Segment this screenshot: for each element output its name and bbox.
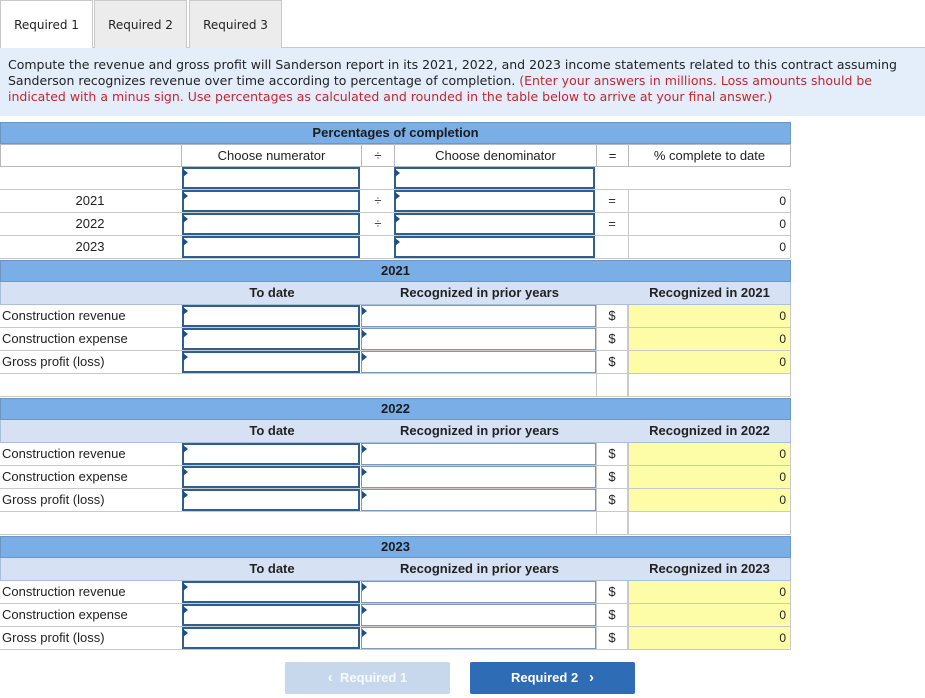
tab-required-1[interactable]: Required 1	[0, 0, 93, 49]
percent-row-2022	[0, 213, 791, 236]
dropdown-marker-icon	[183, 353, 188, 361]
row-label: Construction revenue	[2, 446, 126, 461]
percent-section-title: Percentages of completion	[0, 122, 791, 144]
dropdown-marker-icon	[183, 169, 188, 177]
recognized-value: 0	[628, 466, 791, 488]
percent-result-2023: 0	[628, 236, 791, 259]
percent-year: 2022	[75, 216, 105, 231]
to-date-input[interactable]	[182, 604, 360, 626]
divide-symbol: ÷	[374, 193, 382, 208]
row-label: Gross profit (loss)	[2, 354, 105, 369]
recognized-value: 0	[628, 604, 791, 626]
dropdown-marker-icon	[183, 629, 188, 637]
tab-required-2[interactable]: Required 2	[94, 0, 187, 48]
chevron-right-icon: ›	[589, 669, 595, 686]
table-row	[0, 581, 791, 604]
table-row	[0, 466, 791, 489]
numerator-header: Choose numerator	[182, 145, 362, 167]
dropdown-marker-icon	[183, 192, 188, 200]
percent-header-row	[0, 144, 791, 167]
currency-symbol: $	[596, 305, 628, 328]
currency-symbol: $	[596, 466, 628, 489]
percent-year: 2023	[75, 239, 105, 254]
currency-symbol: $	[596, 328, 628, 351]
col-current: Recognized in 2022	[649, 423, 770, 438]
row-label: Construction revenue	[2, 308, 126, 323]
next-required-button[interactable]	[470, 662, 635, 694]
tab-required-3[interactable]: Required 3	[189, 0, 282, 48]
denominator-input-2023[interactable]	[394, 236, 595, 258]
header-blank	[1, 145, 182, 167]
col-prior: Recognized in prior years	[400, 285, 559, 300]
divide-symbol: ÷	[374, 216, 382, 231]
currency-symbol: $	[596, 351, 628, 374]
dropdown-marker-icon	[362, 353, 367, 361]
percent-result-2022: 0	[628, 213, 791, 236]
prior-years-input[interactable]	[361, 604, 596, 626]
recognized-value: 0	[628, 443, 791, 465]
recognized-value: 0	[628, 328, 791, 350]
denominator-label-select[interactable]	[394, 167, 595, 189]
equals-symbol: =	[597, 145, 629, 167]
dropdown-marker-icon	[395, 215, 400, 223]
prev-button-label: Required 1	[340, 670, 408, 685]
year-header-2023	[0, 558, 791, 581]
dropdown-marker-icon	[183, 215, 188, 223]
table-row	[0, 305, 791, 328]
year-band-2022: 2022	[0, 398, 791, 420]
dropdown-marker-icon	[395, 192, 400, 200]
prior-years-input[interactable]	[361, 351, 596, 373]
prior-years-input[interactable]	[361, 466, 596, 488]
to-date-input[interactable]	[182, 351, 360, 373]
prev-required-button[interactable]	[285, 662, 450, 694]
dropdown-marker-icon	[183, 445, 188, 453]
prior-years-input[interactable]	[361, 627, 596, 649]
prior-years-input[interactable]	[361, 443, 596, 465]
denominator-input-2022[interactable]	[394, 213, 595, 235]
table-row	[0, 351, 791, 374]
next-button-label: Required 2	[510, 670, 579, 685]
dropdown-marker-icon	[362, 307, 367, 315]
divide-symbol: ÷	[362, 145, 395, 167]
year-header-2022	[0, 420, 791, 443]
table-row	[0, 443, 791, 466]
chevron-left-icon: ‹	[327, 669, 333, 686]
prior-years-input[interactable]	[361, 581, 596, 603]
equals-symbol: =	[608, 216, 616, 231]
row-label: Gross profit (loss)	[2, 492, 105, 507]
table-row	[0, 328, 791, 351]
prior-years-input[interactable]	[361, 489, 596, 511]
numerator-input-2021[interactable]	[182, 190, 360, 212]
year-header-2021	[0, 282, 791, 305]
row-label: Construction revenue	[2, 584, 126, 599]
currency-symbol: $	[596, 489, 628, 512]
dropdown-marker-icon	[362, 583, 367, 591]
to-date-input[interactable]	[182, 305, 360, 327]
currency-symbol: $	[596, 581, 628, 604]
dropdown-marker-icon	[362, 491, 367, 499]
recognized-value: 0	[628, 305, 791, 327]
recognized-value: 0	[628, 627, 791, 649]
instructions-text: Compute the revenue and gross profit will Sanderson report in its 2021, 2022, and 2023 income statements related to this contract assuming Sanderson recognizes revenue over time according to percentage of completion.	[8, 57, 897, 88]
equals-symbol: =	[608, 193, 616, 208]
to-date-input[interactable]	[182, 627, 360, 649]
spacer-cell	[628, 512, 791, 535]
recognized-value: 0	[628, 351, 791, 373]
percent-result-2021: 0	[628, 190, 791, 213]
spacer-cell	[628, 374, 791, 397]
numerator-input-2023[interactable]	[182, 236, 360, 258]
dropdown-marker-icon	[362, 445, 367, 453]
spacer-cell	[596, 374, 628, 397]
table-row	[0, 627, 791, 650]
recognized-value: 0	[628, 489, 791, 511]
numerator-label-select[interactable]	[182, 167, 360, 189]
dropdown-marker-icon	[183, 583, 188, 591]
denominator-header: Choose denominator	[395, 145, 597, 167]
recognized-value: 0	[628, 581, 791, 603]
dropdown-marker-icon	[183, 606, 188, 614]
percent-row-2021	[0, 190, 791, 213]
row-label: Construction expense	[2, 331, 128, 346]
year-band-2023: 2023	[0, 536, 791, 558]
instructions-note: (Enter your answers in millions. Loss amounts should be indicated with a minus sign. Use percentages as calculated and rounded in the table below to arrive at your final answer.)	[8, 73, 872, 104]
instructions-panel	[0, 48, 925, 116]
col-to-date: To date	[249, 423, 295, 438]
result-header: % complete to date	[653, 148, 766, 163]
table-row	[0, 604, 791, 627]
to-date-input[interactable]	[182, 328, 360, 350]
col-to-date: To date	[249, 561, 295, 576]
col-prior: Recognized in prior years	[400, 561, 559, 576]
col-current: Recognized in 2023	[649, 561, 770, 576]
to-date-input[interactable]	[182, 489, 360, 511]
dropdown-marker-icon	[183, 330, 188, 338]
table-row	[0, 489, 791, 512]
row-label: Gross profit (loss)	[2, 630, 105, 645]
dropdown-marker-icon	[183, 238, 188, 246]
row-label: Construction expense	[2, 607, 128, 622]
row-label: Construction expense	[2, 469, 128, 484]
dropdown-marker-icon	[183, 468, 188, 476]
to-date-input[interactable]	[182, 581, 360, 603]
spacer-cell	[596, 512, 628, 535]
percent-row-2023	[0, 236, 791, 259]
percent-year: 2021	[75, 193, 105, 208]
col-current: Recognized in 2021	[649, 285, 770, 300]
dropdown-marker-icon	[183, 491, 188, 499]
year-band-2021: 2021	[0, 260, 791, 282]
percent-label-row	[0, 167, 791, 190]
dropdown-marker-icon	[395, 238, 400, 246]
col-prior: Recognized in prior years	[400, 423, 559, 438]
currency-symbol: $	[596, 627, 628, 650]
spacer-row	[0, 374, 791, 397]
dropdown-marker-icon	[395, 169, 400, 177]
tab-bar	[0, 0, 925, 48]
prior-years-input[interactable]	[361, 305, 596, 327]
spacer-row	[0, 512, 791, 535]
currency-symbol: $	[596, 604, 628, 627]
currency-symbol: $	[596, 443, 628, 466]
dropdown-marker-icon	[362, 468, 367, 476]
col-to-date: To date	[249, 285, 295, 300]
denominator-input-2021[interactable]	[394, 190, 595, 212]
dropdown-marker-icon	[362, 606, 367, 614]
dropdown-marker-icon	[362, 629, 367, 637]
to-date-input[interactable]	[182, 466, 360, 488]
numerator-input-2022[interactable]	[182, 213, 360, 235]
dropdown-marker-icon	[362, 330, 367, 338]
to-date-input[interactable]	[182, 443, 360, 465]
prior-years-input[interactable]	[361, 328, 596, 350]
dropdown-marker-icon	[183, 307, 188, 315]
